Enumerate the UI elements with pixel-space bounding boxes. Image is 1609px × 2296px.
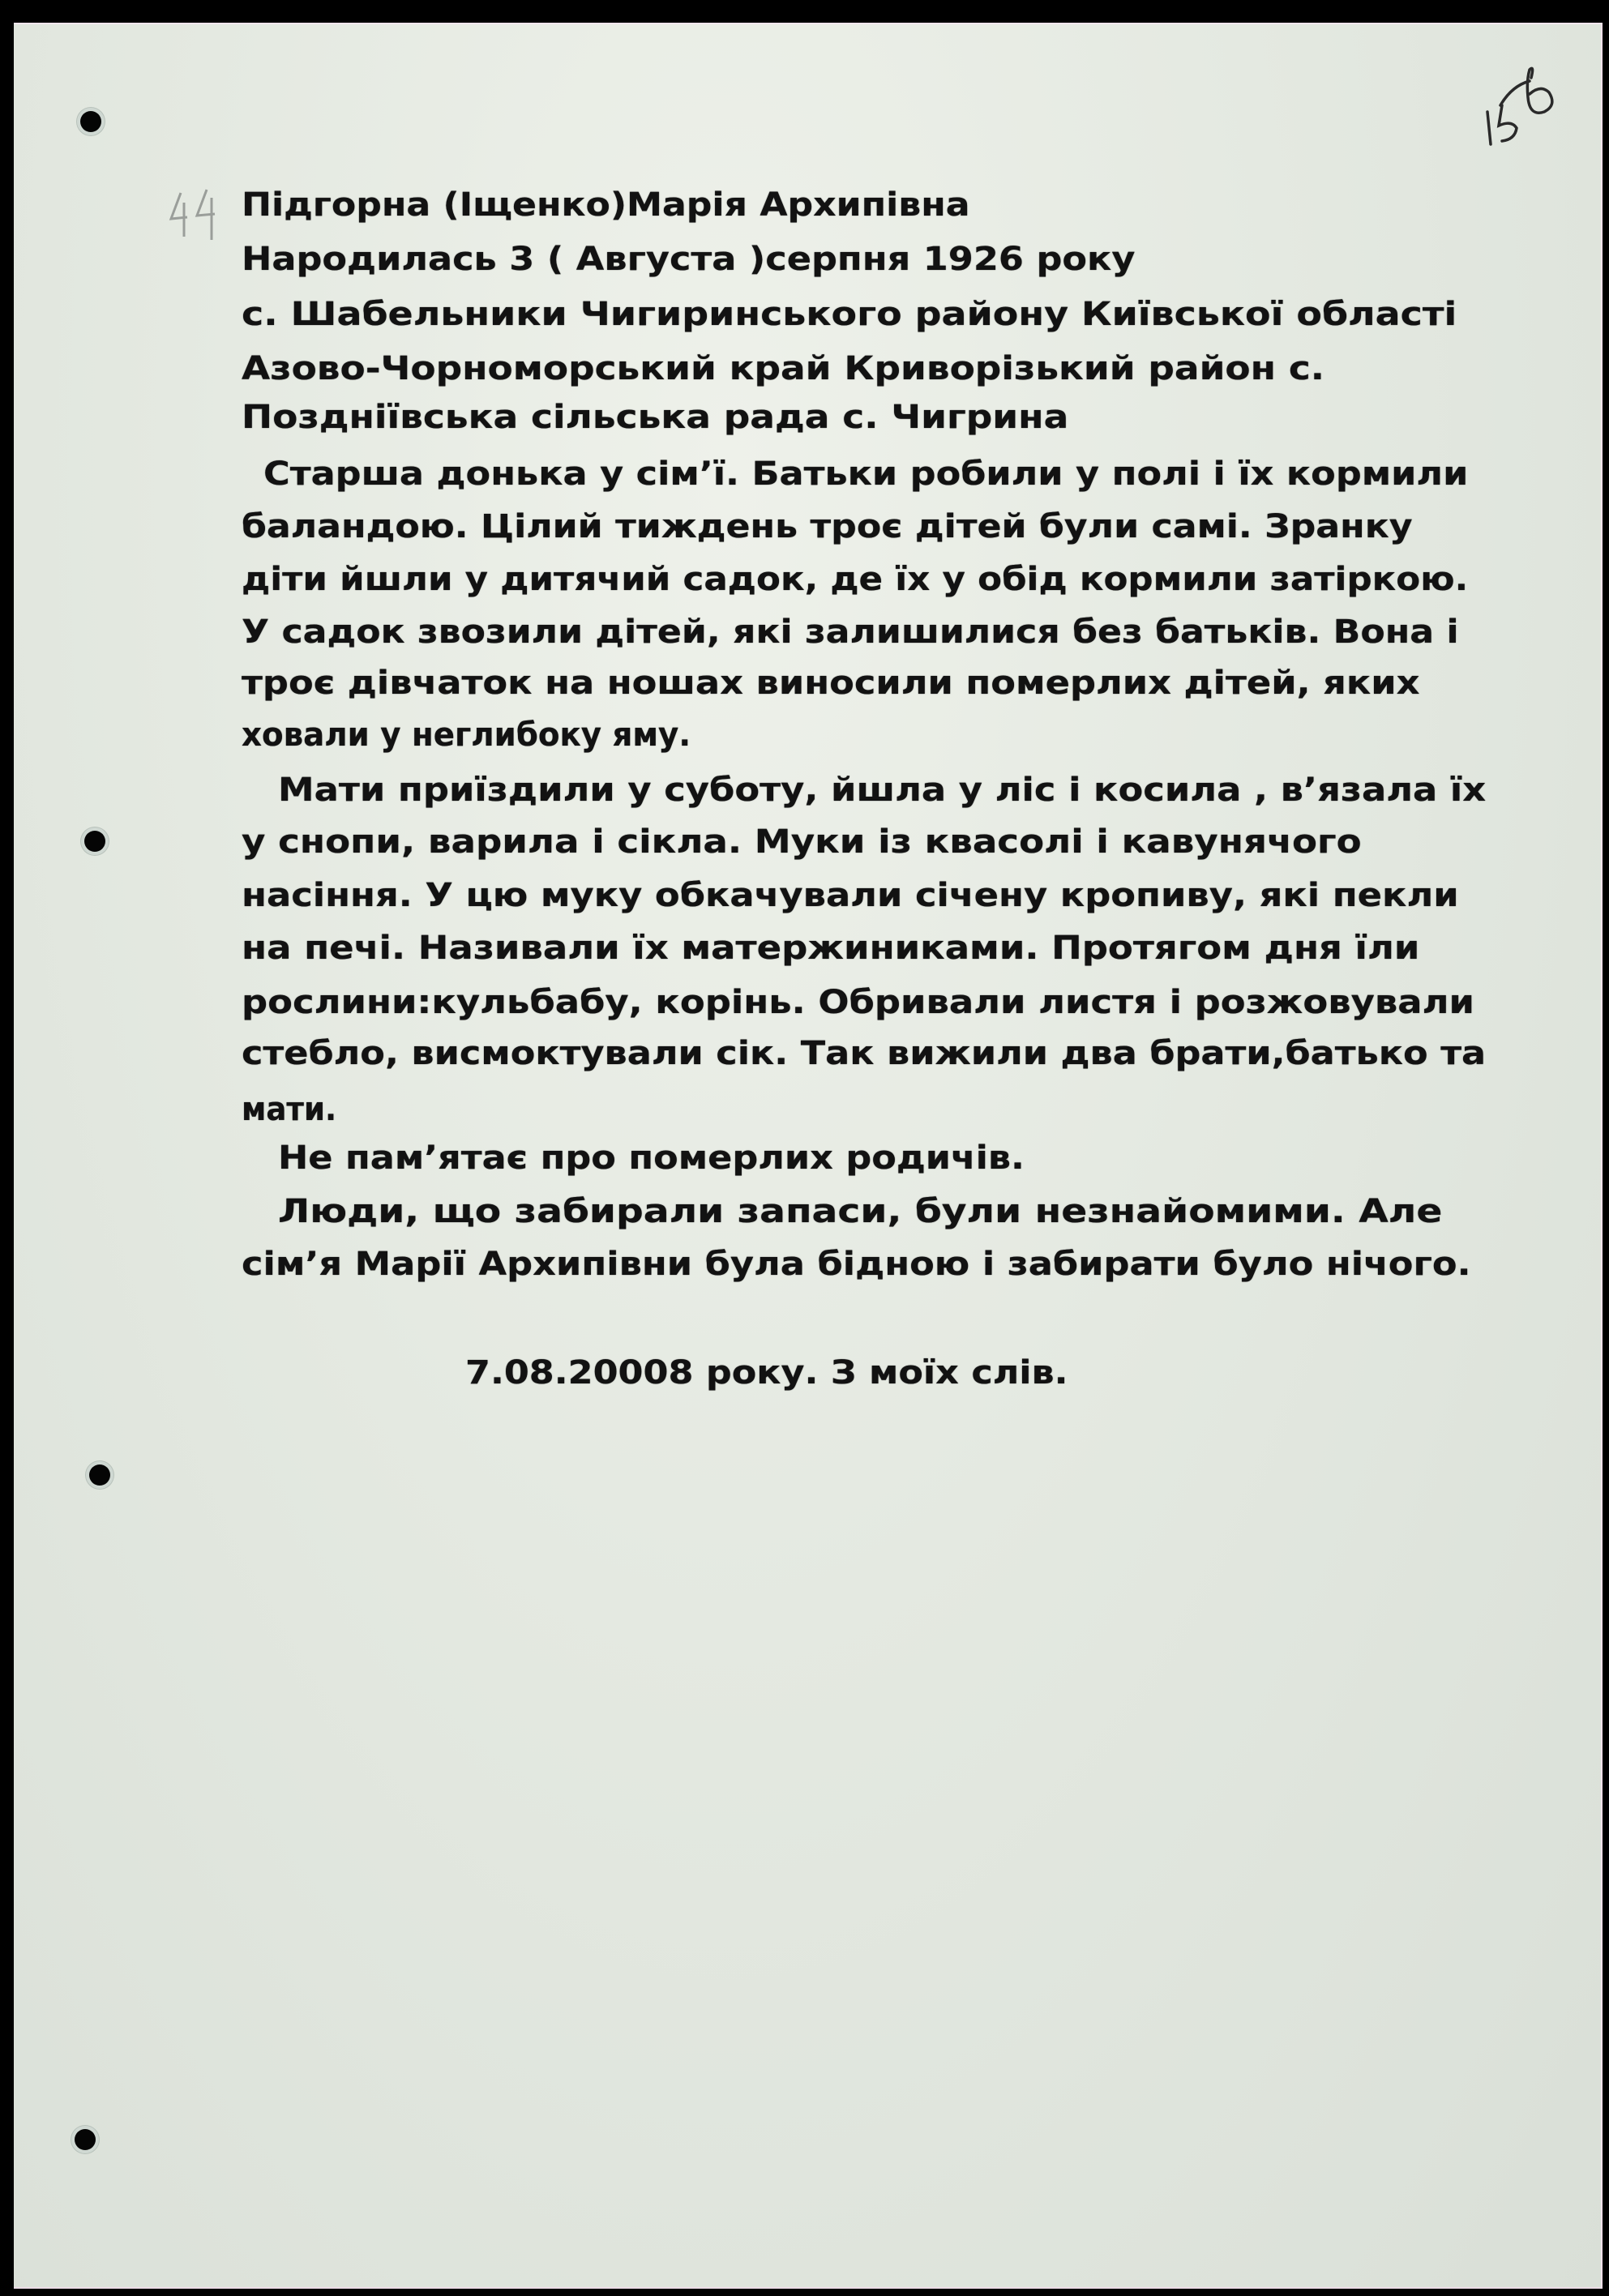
text-line: Не пам’ятає про померлих родичів. — [278, 1139, 1025, 1177]
handwritten-page-number — [1479, 49, 1568, 154]
council-line: Поздніївська сільська рада с. Чигрина — [242, 399, 1069, 436]
punch-hole — [89, 1464, 110, 1486]
text-line: насіння. У цю муку обкачували січену кропиву, які пекли — [242, 877, 1459, 914]
punch-hole — [80, 111, 101, 132]
text-line: на печі. Називали їх матержиниками. Протягом дня їли — [242, 930, 1420, 967]
text-line: У садок звозили дітей, які залишилися без батьків. Вона і — [242, 614, 1459, 651]
text-line: Мати приїздили у суботу, йшла у ліс і косила , в’язала їх — [278, 772, 1487, 809]
text-line: мати. — [242, 1091, 337, 1128]
signature-date-line: 7.08.20008 року. З моїх слів. — [465, 1354, 1068, 1392]
region-line: Азово-Чорноморський край Криворізький район с. — [242, 350, 1325, 387]
text-line: у снопи, варила і сікла. Муки із квасолі і кавунячого — [242, 823, 1362, 861]
text-line: сім’я Марії Архипівни була бідною і забирати було нічого. — [242, 1246, 1471, 1283]
text-line: Старша донька у сім’ї. Батьки робили у полі і їх кормили — [263, 455, 1469, 493]
text-line: стебло, висмоктували сік. Так вижили два брати,батько та — [242, 1035, 1487, 1072]
text-line: баландою. Цілий тиждень троє дітей були самі. Зранку — [242, 508, 1413, 545]
person-name-heading: Підгорна (Іщенко)Марія Архипівна — [242, 186, 970, 224]
birth-date-line: Народилась 3 ( Августа )серпня 1926 року — [242, 241, 1136, 278]
text-line: троє дівчаток на ношах виносили померлих дітей, яких — [242, 665, 1420, 702]
text-line: ховали у неглибоку яму. — [242, 716, 691, 754]
text-line: рослини:кульбабу, корінь. Обривали листя і розжовували — [242, 984, 1474, 1021]
punch-hole — [75, 2129, 96, 2150]
birthplace-line: с. Шабельники Чигиринського району Київської області — [242, 296, 1457, 333]
text-line: Люди, що забирали запаси, були незнайомими. Але — [278, 1193, 1443, 1230]
handwritten-archive-number — [166, 186, 227, 243]
text-line: діти йшли у дитячий садок, де їх у обід кормили затіркою. — [242, 561, 1469, 598]
punch-hole — [84, 831, 105, 852]
